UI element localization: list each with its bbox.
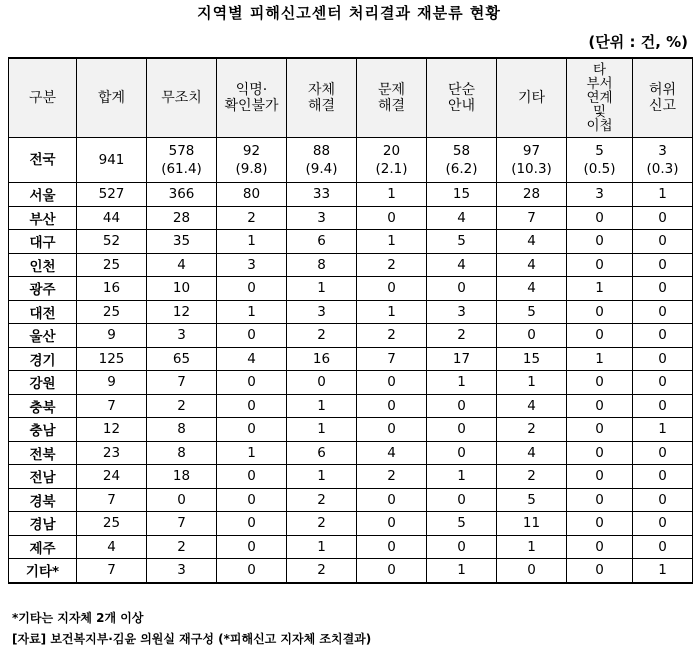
table-cell: 7 <box>147 512 217 536</box>
table-cell: 0 <box>357 206 427 230</box>
table-cell: 0 <box>567 512 633 536</box>
table-cell: 1 <box>497 371 567 395</box>
percent-value: (6.2) <box>445 161 478 177</box>
header-cell <box>357 58 427 138</box>
table-cell: 3 <box>147 324 217 348</box>
table-cell: 24 <box>77 465 147 489</box>
table-row <box>9 277 693 301</box>
table-cell: 0 <box>217 535 287 559</box>
header-line: 이첩 <box>586 118 613 134</box>
header-cell <box>147 58 217 138</box>
total-value-cell <box>633 138 693 183</box>
table-cell: 1 <box>633 559 693 583</box>
header-line: 연계 <box>586 90 613 106</box>
table-cell: 4 <box>427 253 497 277</box>
table-cell: 7 <box>77 394 147 418</box>
table-cell: 0 <box>497 324 567 348</box>
table-cell: 0 <box>427 277 497 301</box>
table-cell: 0 <box>567 206 633 230</box>
table-cell: 0 <box>217 559 287 583</box>
table-cell: 2 <box>147 394 217 418</box>
header-cell <box>217 58 287 138</box>
table-row <box>9 559 693 583</box>
table-cell: 2 <box>217 206 287 230</box>
table-cell: 3 <box>567 183 633 207</box>
table-cell: 0 <box>147 488 217 512</box>
table-cell: 0 <box>633 394 693 418</box>
total-value-cell <box>357 138 427 183</box>
table-cell: 52 <box>77 230 147 254</box>
table-cell: 1 <box>633 183 693 207</box>
table-cell: 0 <box>357 559 427 583</box>
row-label: 기타* <box>9 559 77 583</box>
table-cell: 23 <box>77 441 147 465</box>
table-cell: 125 <box>77 347 147 371</box>
count-value: 20 <box>382 143 401 159</box>
table-cell: 1 <box>217 300 287 324</box>
count-value: 58 <box>452 143 471 159</box>
table-cell: 28 <box>497 183 567 207</box>
table-cell: 2 <box>147 535 217 559</box>
row-label: 경남 <box>9 512 77 536</box>
table-cell: 4 <box>497 230 567 254</box>
table-row <box>9 324 693 348</box>
table-cell: 527 <box>77 183 147 207</box>
table-cell: 5 <box>427 512 497 536</box>
header-line: 안내 <box>447 98 476 114</box>
table-cell: 1 <box>287 418 357 442</box>
unit-label: (단위 : 건, %) <box>588 33 688 51</box>
table-row <box>9 253 693 277</box>
table-row <box>9 394 693 418</box>
row-label: 전국 <box>9 138 77 183</box>
table-cell: 4 <box>77 535 147 559</box>
table-cell: 0 <box>633 488 693 512</box>
table-row <box>9 465 693 489</box>
table-cell: 0 <box>217 394 287 418</box>
table-cell: 0 <box>217 488 287 512</box>
header-line: 해결 <box>377 98 406 114</box>
percent-value: (9.8) <box>235 161 268 177</box>
total-row <box>9 138 693 183</box>
table-cell: 8 <box>147 441 217 465</box>
header-cell <box>633 58 693 138</box>
table-cell: 1 <box>427 559 497 583</box>
table-cell: 1 <box>287 535 357 559</box>
table-cell: 9 <box>77 371 147 395</box>
table-body <box>9 138 693 583</box>
source-note: [자료] 보건복지부·김윤 의원실 재구성 (*피해신고 지자체 조치결과) <box>12 632 372 646</box>
table-row <box>9 347 693 371</box>
table-cell: 35 <box>147 230 217 254</box>
table-cell: 4 <box>357 441 427 465</box>
row-label: 전남 <box>9 465 77 489</box>
table-cell: 7 <box>147 371 217 395</box>
header-line: 합계 <box>97 90 126 106</box>
table-title: 지역별 피해신고센터 처리결과 재분류 현황 <box>197 4 501 22</box>
table-cell: 3 <box>147 559 217 583</box>
table-cell: 2 <box>287 488 357 512</box>
percent-value: (0.3) <box>646 161 679 177</box>
table-cell: 4 <box>497 277 567 301</box>
table-cell: 11 <box>497 512 567 536</box>
count-value: 88 <box>312 143 331 159</box>
row-label: 전북 <box>9 441 77 465</box>
table-cell: 2 <box>287 324 357 348</box>
row-label: 대전 <box>9 300 77 324</box>
table-cell: 1 <box>287 465 357 489</box>
table-cell: 7 <box>77 488 147 512</box>
table-cell: 1 <box>217 230 287 254</box>
table-cell: 2 <box>287 559 357 583</box>
table-cell: 0 <box>567 394 633 418</box>
table-cell: 2 <box>497 418 567 442</box>
table-cell: 5 <box>427 230 497 254</box>
header-line: 부서 <box>586 76 613 92</box>
table-cell: 7 <box>77 559 147 583</box>
table-cell: 16 <box>287 347 357 371</box>
table-cell: 0 <box>217 277 287 301</box>
table-cell: 28 <box>147 206 217 230</box>
header-line: 자체 <box>307 82 336 98</box>
total-value-cell <box>287 138 357 183</box>
table-cell: 0 <box>567 230 633 254</box>
table-cell: 0 <box>567 371 633 395</box>
count-value: 578 <box>168 143 195 159</box>
count-value: 3 <box>658 143 667 159</box>
table-cell: 0 <box>357 488 427 512</box>
count-value: 5 <box>595 143 604 159</box>
table-cell: 4 <box>497 394 567 418</box>
table-cell: 18 <box>147 465 217 489</box>
total-value-cell <box>497 138 567 183</box>
row-label: 충남 <box>9 418 77 442</box>
table-cell: 25 <box>77 253 147 277</box>
table-row <box>9 418 693 442</box>
table-cell: 0 <box>567 559 633 583</box>
table-cell: 0 <box>427 418 497 442</box>
header-line: 신고 <box>648 98 677 114</box>
row-label: 충북 <box>9 394 77 418</box>
table-cell: 5 <box>497 488 567 512</box>
table-row <box>9 488 693 512</box>
table-cell: 2 <box>357 465 427 489</box>
table-cell: 0 <box>427 488 497 512</box>
table-cell: 1 <box>217 441 287 465</box>
table-cell: 3 <box>287 300 357 324</box>
table-cell: 0 <box>633 512 693 536</box>
table-cell: 4 <box>497 441 567 465</box>
table-cell: 1 <box>357 230 427 254</box>
table-cell: 1 <box>287 277 357 301</box>
row-label: 강원 <box>9 371 77 395</box>
table-cell: 0 <box>217 418 287 442</box>
table-cell: 0 <box>633 535 693 559</box>
table-cell: 15 <box>427 183 497 207</box>
table-cell: 0 <box>567 441 633 465</box>
table-cell: 6 <box>287 230 357 254</box>
table-cell: 8 <box>287 253 357 277</box>
table-row <box>9 441 693 465</box>
table-cell: 0 <box>633 300 693 324</box>
table-cell: 0 <box>567 465 633 489</box>
table-cell: 0 <box>567 488 633 512</box>
table-cell: 8 <box>147 418 217 442</box>
header-line: 확인불가 <box>224 98 279 114</box>
table-cell: 0 <box>217 324 287 348</box>
table-cell: 0 <box>567 324 633 348</box>
table-cell: 16 <box>77 277 147 301</box>
table-cell: 10 <box>147 277 217 301</box>
table-row <box>9 371 693 395</box>
table-cell: 0 <box>633 347 693 371</box>
table-cell: 0 <box>217 371 287 395</box>
table-cell: 44 <box>77 206 147 230</box>
table-cell: 1 <box>567 347 633 371</box>
header-cell <box>287 58 357 138</box>
row-label: 인천 <box>9 253 77 277</box>
table-cell: 25 <box>77 300 147 324</box>
header-cell <box>497 58 567 138</box>
row-label: 경북 <box>9 488 77 512</box>
table-cell: 1 <box>427 465 497 489</box>
total-cell: 941 <box>77 138 147 183</box>
table-cell: 4 <box>427 206 497 230</box>
table-cell: 0 <box>633 465 693 489</box>
header-cell <box>9 58 77 138</box>
header-line: 단순 <box>447 82 476 98</box>
table-cell: 0 <box>357 277 427 301</box>
table-cell: 0 <box>567 535 633 559</box>
row-label: 울산 <box>9 324 77 348</box>
table-cell: 1 <box>633 418 693 442</box>
table-cell: 2 <box>357 324 427 348</box>
table-cell: 7 <box>497 206 567 230</box>
table-cell: 25 <box>77 512 147 536</box>
row-label: 제주 <box>9 535 77 559</box>
table-cell: 9 <box>77 324 147 348</box>
table-cell: 0 <box>567 253 633 277</box>
table-cell: 0 <box>357 418 427 442</box>
table-cell: 4 <box>147 253 217 277</box>
table-cell: 3 <box>287 206 357 230</box>
count-value: 92 <box>242 143 261 159</box>
table-row <box>9 300 693 324</box>
percent-value: (10.3) <box>511 161 552 177</box>
table-cell: 0 <box>633 230 693 254</box>
header-line: 허위 <box>648 82 677 98</box>
table-cell: 12 <box>77 418 147 442</box>
header-line: 익명· <box>235 82 268 98</box>
table-cell: 0 <box>567 418 633 442</box>
table-cell: 0 <box>497 559 567 583</box>
table-row <box>9 183 693 207</box>
row-label: 광주 <box>9 277 77 301</box>
header-line: 타 <box>592 62 607 78</box>
count-value: 97 <box>522 143 541 159</box>
table-cell: 80 <box>217 183 287 207</box>
header-line: 문제 <box>377 82 406 98</box>
total-value-cell <box>217 138 287 183</box>
data-table <box>8 57 693 584</box>
table-cell: 1 <box>287 394 357 418</box>
header-line: 해결 <box>307 98 336 114</box>
header-cell <box>77 58 147 138</box>
table-cell: 4 <box>497 253 567 277</box>
footnote: *기타는 지자체 2개 이상 <box>12 611 144 625</box>
table-cell: 0 <box>633 441 693 465</box>
header-cell <box>427 58 497 138</box>
table-cell: 0 <box>567 300 633 324</box>
table-row <box>9 230 693 254</box>
table-cell: 0 <box>217 512 287 536</box>
header-cell <box>567 58 633 138</box>
row-label: 대구 <box>9 230 77 254</box>
header-line: 구분 <box>28 90 57 106</box>
table-row <box>9 206 693 230</box>
header-line: 및 <box>592 104 607 120</box>
table-cell: 0 <box>633 206 693 230</box>
table-cell: 0 <box>357 535 427 559</box>
table-cell: 1 <box>357 183 427 207</box>
table-cell: 1 <box>427 371 497 395</box>
table-cell: 4 <box>217 347 287 371</box>
table-cell: 0 <box>633 371 693 395</box>
table-cell: 15 <box>497 347 567 371</box>
table-cell: 1 <box>567 277 633 301</box>
table-cell: 0 <box>427 441 497 465</box>
table-cell: 1 <box>357 300 427 324</box>
table-cell: 1 <box>497 535 567 559</box>
total-value-cell <box>567 138 633 183</box>
header-row <box>9 58 693 138</box>
table-cell: 33 <box>287 183 357 207</box>
table-cell: 0 <box>427 535 497 559</box>
table-cell: 0 <box>217 465 287 489</box>
header-line: 기타 <box>517 90 546 106</box>
percent-value: (61.4) <box>161 161 202 177</box>
table-cell: 7 <box>357 347 427 371</box>
header-line: 무조치 <box>161 90 202 106</box>
table-cell: 0 <box>287 371 357 395</box>
table-cell: 0 <box>427 394 497 418</box>
row-label: 서울 <box>9 183 77 207</box>
percent-value: (0.5) <box>583 161 616 177</box>
table-cell: 2 <box>357 253 427 277</box>
row-label: 경기 <box>9 347 77 371</box>
table-cell: 366 <box>147 183 217 207</box>
table-cell: 0 <box>633 277 693 301</box>
table-cell: 17 <box>427 347 497 371</box>
table-cell: 0 <box>357 512 427 536</box>
table-cell: 0 <box>633 324 693 348</box>
table-cell: 2 <box>287 512 357 536</box>
table-cell: 2 <box>497 465 567 489</box>
row-label: 부산 <box>9 206 77 230</box>
table-cell: 2 <box>427 324 497 348</box>
table-cell: 65 <box>147 347 217 371</box>
table-cell: 0 <box>357 394 427 418</box>
table-cell: 0 <box>633 253 693 277</box>
table-row <box>9 512 693 536</box>
table-cell: 6 <box>287 441 357 465</box>
table-cell: 3 <box>427 300 497 324</box>
percent-value: (9.4) <box>305 161 338 177</box>
table-row <box>9 535 693 559</box>
table-cell: 0 <box>357 371 427 395</box>
percent-value: (2.1) <box>375 161 408 177</box>
table-cell: 5 <box>497 300 567 324</box>
total-value-cell <box>147 138 217 183</box>
table-cell: 12 <box>147 300 217 324</box>
total-value-cell <box>427 138 497 183</box>
table-cell: 3 <box>217 253 287 277</box>
